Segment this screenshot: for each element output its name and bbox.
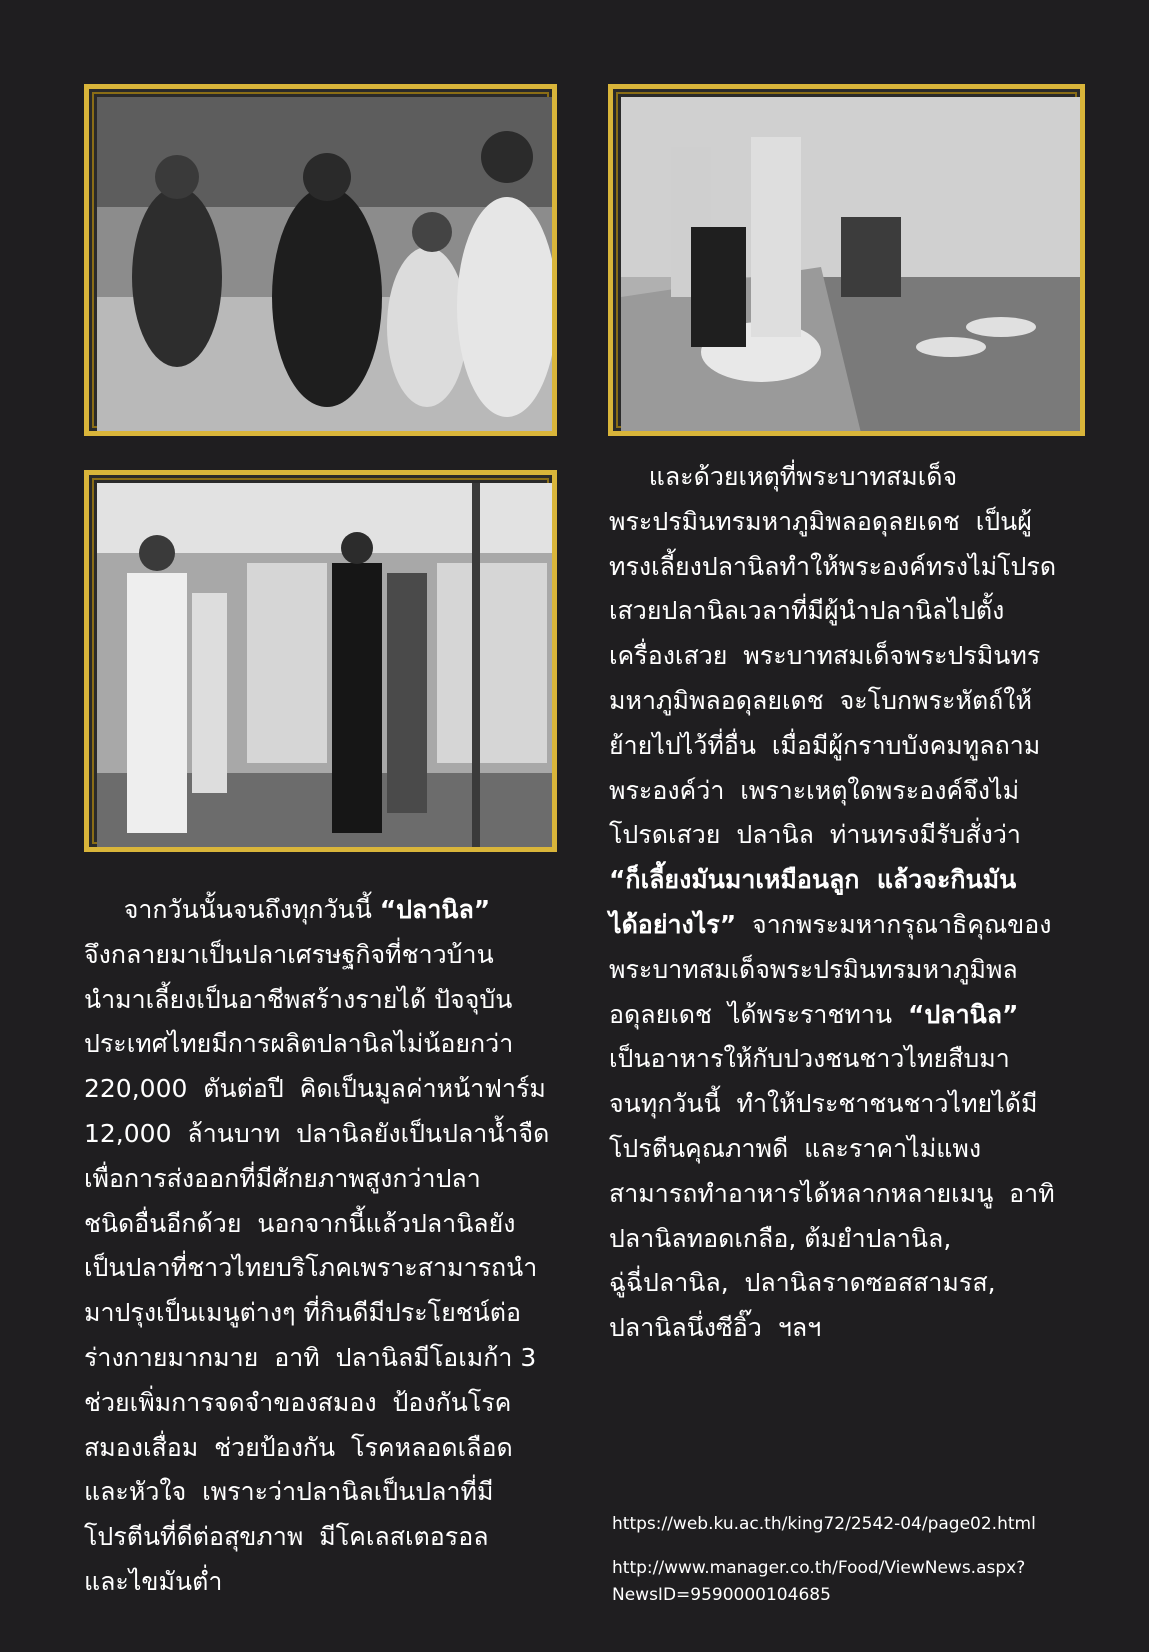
body-text: มหาภูมิพลอดุลยเดช จะโบกพระหัตถ์ให้	[609, 685, 1032, 715]
source-url-1[interactable]: https://web.ku.ac.th/king72/2542-04/page02.html	[612, 1514, 1036, 1534]
body-text: นำมาเลี้ยงเป็นอาชีพสร้างรายได้ ปัจจุบัน	[84, 984, 513, 1014]
source-url-2-line-1[interactable]: http://www.manager.co.th/Food/ViewNews.aspx?	[612, 1558, 1026, 1578]
body-text: จากวันนั้นจนถึงทุกวันนี้	[84, 895, 380, 924]
body-text: อดุลยเดช ได้พระราชทาน	[609, 999, 908, 1029]
body-text: มาปรุงเป็นเมนูต่างๆ ที่กินดีมีประโยชน์ต่อ	[84, 1298, 522, 1328]
body-text: สมองเสื่อม ช่วยป้องกัน โรคหลอดเลือด	[84, 1432, 513, 1462]
left-paragraph-line	[84, 1336, 549, 1381]
right-paragraph-line	[609, 1261, 1056, 1306]
right-paragraph-line	[609, 1217, 1056, 1262]
right-paragraph-line	[609, 679, 1056, 724]
body-text: พระปรมินทรมหาภูมิพลอดุลยเดช เป็นผู้	[609, 506, 1032, 536]
body-text: เป็นอาหารให้กับปวงชนชาวไทยสืบมา	[609, 1044, 1010, 1074]
body-text: ทรงเลี้ยงปลานิลทำให้พระองค์ทรงไม่โปรด	[609, 551, 1057, 581]
body-text: จากพระมหากรุณาธิคุณของ	[736, 909, 1052, 939]
left-paragraph-line	[84, 1157, 549, 1202]
body-text: โปรตีนที่ดีต่อสุขภาพ มีโคเลสเตอรอล	[84, 1522, 489, 1552]
left-paragraph-line	[84, 1246, 549, 1291]
right-paragraph-line	[609, 1172, 1056, 1217]
left-paragraph-line	[84, 1067, 549, 1112]
left-paragraph-line	[84, 1022, 549, 1067]
body-text: เครื่องเสวย พระบาทสมเด็จพระปรมินทร	[609, 641, 1041, 671]
body-text: ปลานิลทอดเกลือ, ต้มยำปลานิล,	[609, 1223, 952, 1253]
source-link-manager[interactable]	[612, 1555, 1025, 1609]
photo-king-at-fish-pond	[608, 84, 1085, 436]
body-text: ช่วยเพิ่มการจดจำของสมอง ป้องกันโรค	[84, 1387, 512, 1417]
right-paragraph-line	[609, 1306, 1056, 1351]
body-text: และด้วยเหตุที่พระบาทสมเด็จ	[609, 462, 958, 491]
body-text: ย้ายไปไว้ที่อื่น เมื่อมีผู้กราบบังคมทูลถาม	[609, 730, 1041, 760]
right-paragraph-line	[609, 993, 1056, 1038]
photo-royal-family-kneeling	[84, 84, 557, 436]
right-paragraph-line	[609, 948, 1056, 993]
body-text: และหัวใจ เพราะว่าปลานิลเป็นปลาที่มี	[84, 1477, 494, 1507]
right-paragraph-line	[609, 1082, 1056, 1127]
photo-king-at-aquarium-exhibit	[84, 470, 557, 852]
emphasis-text: “ปลานิล”	[379, 895, 491, 924]
photo-3-image	[97, 483, 554, 849]
right-paragraph-line	[609, 858, 1056, 903]
body-text: โปรตีนคุณภาพดี และราคาไม่แพง	[609, 1133, 982, 1163]
right-paragraph-line	[609, 634, 1056, 679]
photo-2-image	[621, 97, 1082, 433]
left-paragraph-line	[84, 1112, 549, 1157]
body-text: ร่างกายมากมาย อาทิ ปลานิลมีโอเมก้า 3	[84, 1342, 537, 1372]
left-paragraph-line	[84, 1202, 549, 1247]
body-text: สามารถทำอาหารได้หลากหลายเมนู อาทิ	[609, 1178, 1055, 1208]
body-text: จนทุกวันนี้ ทำให้ประชาชนชาวไทยได้มี	[609, 1089, 1038, 1119]
left-paragraph-line	[84, 1426, 549, 1471]
body-text: ฉู่ฉี่ปลานิล, ปลานิลราดซอสสามรส,	[609, 1268, 996, 1298]
body-text: ปลานิลนึ่งซีอิ๊ว ฯลฯ	[609, 1313, 822, 1343]
emphasis-text: “ปลานิล”	[907, 999, 1019, 1029]
photo-1-image	[97, 97, 554, 433]
body-text: 220,000 ตันต่อปี คิดเป็นมูลค่าหน้าฟาร์ม	[84, 1074, 546, 1104]
right-paragraph-line	[609, 813, 1056, 858]
body-text: พระองค์ว่า เพราะเหตุใดพระองค์จึงไม่	[609, 775, 1020, 805]
royal-story-text	[609, 455, 1056, 1351]
body-text: ชนิดอื่นอีกด้วย นอกจากนี้แล้วปลานิลยัง	[84, 1208, 516, 1238]
right-paragraph-line	[609, 1127, 1056, 1172]
emphasis-text: “ก็เลี้ยงมันมาเหมือนลูก แล้วจะกินมัน	[609, 865, 1017, 895]
left-paragraph-line	[84, 888, 549, 933]
right-paragraph-line	[609, 589, 1056, 634]
right-paragraph-line	[609, 500, 1056, 545]
body-text: พระบาทสมเด็จพระปรมินทรมหาภูมิพล	[609, 954, 1018, 984]
right-paragraph-line	[609, 769, 1056, 814]
body-text: โปรดเสวย ปลานิล ท่านทรงมีรับสั่งว่า	[609, 820, 1021, 850]
body-text: เพื่อการส่งออกที่มีศักยภาพสูงกว่าปลา	[84, 1163, 481, 1193]
body-text: ประเทศไทยมีการผลิตปลานิลไม่น้อยกว่า	[84, 1029, 514, 1059]
right-paragraph-line	[609, 455, 1056, 500]
right-paragraph-line	[609, 724, 1056, 769]
left-paragraph-line	[84, 1291, 549, 1336]
left-paragraph-line	[84, 1381, 549, 1426]
left-paragraph-line	[84, 1470, 549, 1515]
left-paragraph-line	[84, 978, 549, 1023]
right-paragraph-line	[609, 545, 1056, 590]
body-text: เป็นปลาที่ชาวไทยบริโภคเพราะสามารถนำ	[84, 1253, 538, 1283]
left-paragraph-line	[84, 1515, 549, 1560]
body-text: 12,000 ล้านบาท ปลานิลยังเป็นปลาน้ำจืด	[84, 1118, 550, 1148]
right-paragraph-line	[609, 1037, 1056, 1082]
source-url-2-line-2[interactable]: NewsID=9590000104685	[612, 1585, 831, 1605]
right-paragraph-line	[609, 903, 1056, 948]
body-text: เสวยปลานิลเวลาที่มีผู้นำปลานิลไปตั้ง	[609, 596, 1005, 626]
tilapia-economy-text	[84, 888, 549, 1605]
left-paragraph-line	[84, 1560, 549, 1605]
left-paragraph-line	[84, 933, 549, 978]
body-text: และไขมันต่ำ	[84, 1566, 223, 1596]
body-text: จึงกลายมาเป็นปลาเศรษฐกิจที่ชาวบ้าน	[84, 939, 494, 969]
source-link-ku[interactable]	[612, 1511, 1036, 1538]
emphasis-text: ได้อย่างไร”	[609, 909, 737, 939]
